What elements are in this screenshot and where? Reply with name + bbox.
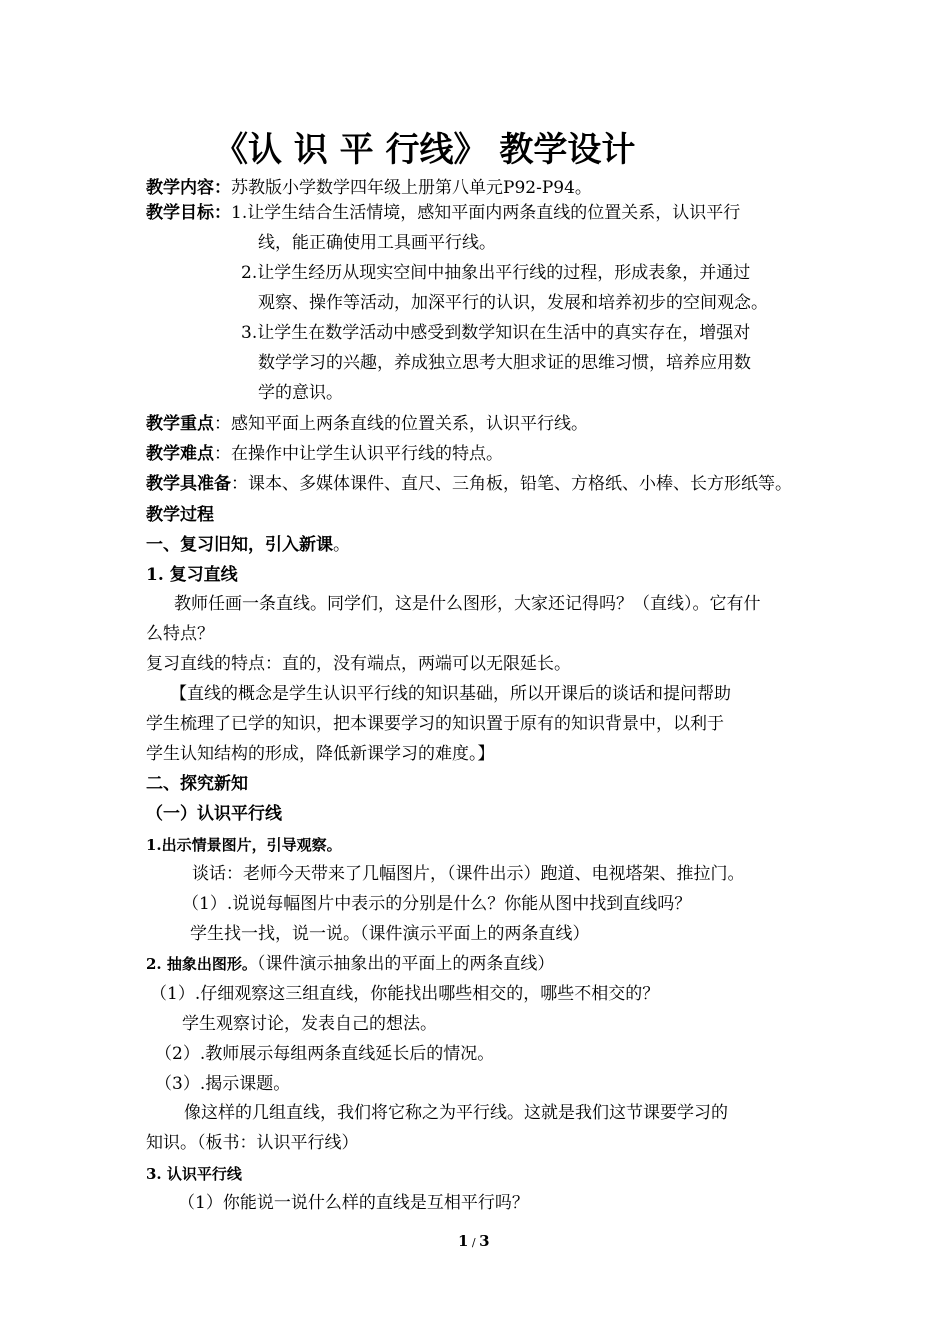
subsection-1-heading: （一）认识平行线 <box>146 804 282 824</box>
item-1-heading: 1.出示情景图片，引导观察。 <box>146 836 342 854</box>
difficult-point-text: ：在操作中让学生认识平行线的特点。 <box>214 444 503 464</box>
item-2-question-3: （3）.揭示课题。 <box>155 1074 291 1094</box>
review-para-line-2: 么特点？ <box>146 624 214 644</box>
process-heading: 教学过程 <box>146 505 214 525</box>
item-2-para-line-1: 像这样的几组直线，我们将它称之为平行线。这就是我们这节课要学习的 <box>184 1103 728 1123</box>
goal-2-line-1: 2.让学生经历从现实空间中抽象出平行线的过程，形成表象，并通过 <box>241 263 751 283</box>
goal-2-line-2: 观察、操作等活动，加深平行的认识，发展和培养初步的空间观念。 <box>258 293 768 313</box>
goals-label: 教学目标： <box>146 203 231 223</box>
review-para-line-1: 教师任画一条直线。同学们，这是什么图形，大家还记得吗？（直线）。它有什 <box>174 594 761 614</box>
content-text: 苏教版小学数学四年级上册第八单元P92-P94。 <box>231 178 592 198</box>
page-total: 3 <box>479 1232 490 1250</box>
goal-1-line-2: 线，能正确使用工具画平行线。 <box>258 233 496 253</box>
item-1-talk: 谈话：老师今天带来了几幅图片，（课件出示）跑道、电视塔架、推拉门。 <box>192 864 745 884</box>
item-3-heading: 3. 认识平行线 <box>146 1165 242 1183</box>
tools-label: 教学具准备 <box>146 474 231 494</box>
item-2-para-line-2: 知识。（板书：认识平行线） <box>146 1133 359 1153</box>
goal-1-text-1: 1.让学生结合生活情境，感知平面内两条直线的位置关系，认识平行 <box>231 203 741 223</box>
review-features: 复习直线的特点：直的，没有端点，两端可以无限延长。 <box>146 654 571 674</box>
goal-3-line-2: 数学学习的兴趣，养成独立思考大胆求证的思维习惯，培养应用数 <box>258 353 751 373</box>
item-1-question: （1）.说说每幅图片中表示的分别是什么？你能从图中找到直线吗？ <box>182 894 692 914</box>
key-point-line <box>146 412 588 436</box>
page-current: 1 <box>458 1232 469 1250</box>
key-point-text: ：感知平面上两条直线的位置关系，认识平行线。 <box>214 414 588 434</box>
content-label: 教学内容： <box>146 178 231 198</box>
section-1-heading <box>146 533 350 557</box>
section-2-heading: 二、探究新知 <box>146 774 248 794</box>
item-2-question-1: （1）.仔细观察这三组直线，你能找出哪些相交的，哪些不相交的？ <box>150 984 660 1004</box>
item-2-number: 2. <box>146 955 167 973</box>
difficult-point-line <box>146 442 503 466</box>
item-2-answer-1: 学生观察讨论，发表自己的想法。 <box>182 1014 437 1034</box>
goal-1-line-1 <box>146 201 740 225</box>
goal-3-line-3: 学的意识。 <box>258 383 343 403</box>
section-1-heading-bold: 一、复习旧知，引入新课 <box>146 535 333 555</box>
tools-text: ：课本、多媒体课件、直尺、三角板，铅笔、方格纸、小棒、长方形纸等。 <box>231 474 792 494</box>
item-2-heading <box>146 952 554 976</box>
page-separator: / <box>468 1236 480 1249</box>
note-line-1: 【直线的概念是学生认识平行线的知识基础，所以开课后的谈话和提问帮助 <box>170 684 731 704</box>
page-title: 《认 识 平 行线》 教学设计 <box>214 130 636 170</box>
note-line-2: 学生梳理了已学的知识，把本课要学习的知识置于原有的知识背景中，以利于 <box>146 714 724 734</box>
item-3-question-1: （1）你能说一说什么样的直线是互相平行吗？ <box>178 1193 529 1213</box>
page-number <box>458 1229 490 1255</box>
key-point-label: 教学重点 <box>146 414 214 434</box>
tools-line <box>146 472 792 496</box>
content-line <box>146 176 592 200</box>
note-line-3: 学生认知结构的形成，降低新课学习的难度。】 <box>146 744 495 764</box>
item-2-question-2: （2）.教师展示每组两条直线延长后的情况。 <box>155 1044 495 1064</box>
item-review-line: 1. 复习直线 <box>146 565 238 585</box>
goal-3-line-1: 3.让学生在数学活动中感受到数学知识在生活中的真实存在，增强对 <box>241 323 751 343</box>
section-1-heading-tail: 。 <box>333 535 350 555</box>
item-2-title: 抽象出图形。 <box>166 955 257 973</box>
item-1-answer: 学生找一找，说一说。（课件演示平面上的两条直线） <box>190 924 590 944</box>
item-2-note: （课件演示抽象出的平面上的两条直线） <box>256 954 555 974</box>
difficult-point-label: 教学难点 <box>146 444 214 464</box>
